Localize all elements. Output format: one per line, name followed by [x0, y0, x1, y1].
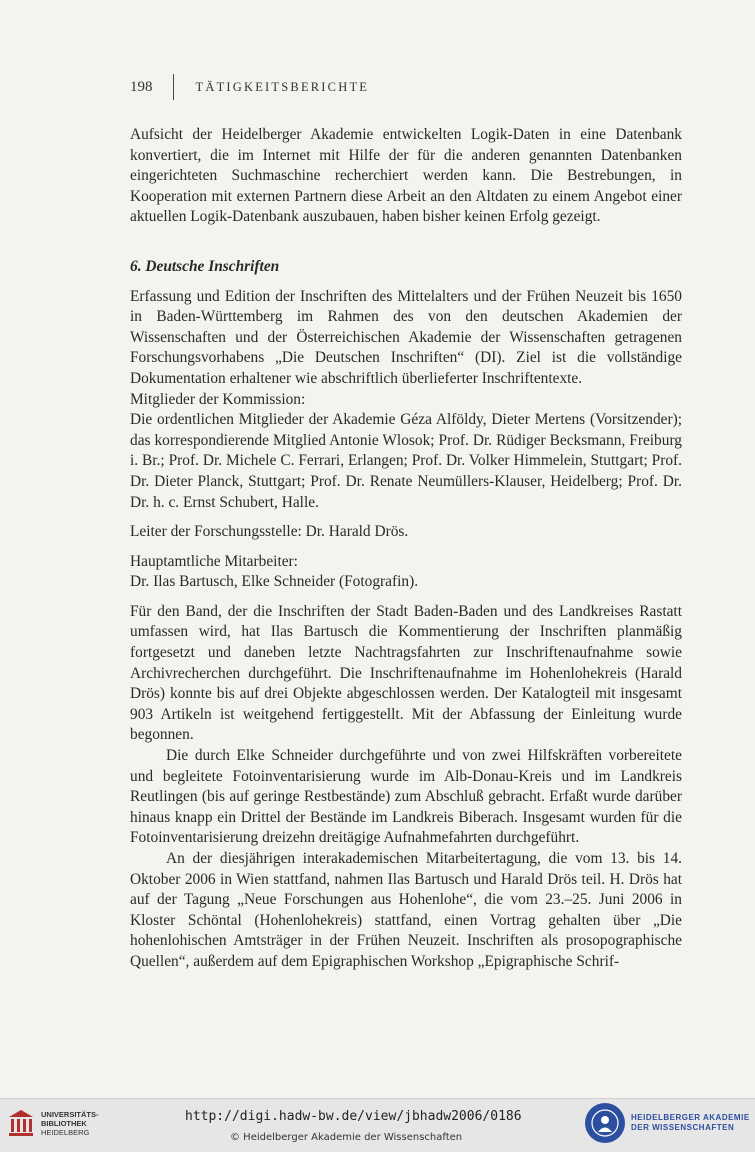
members-list: Die ordentlichen Mitglieder der Akademie Géza Alföldy, Dieter Mertens (Vorsitzender); das korrespondierende Mitglied Antonie Wlosok; Prof. Dr. Rüdiger Becksmann, Freiburg i. Br.; Prof. Dr. Michele C. Ferrari, Erlangen; Prof. Dr. Volker Himmelein, Stuttgart; Prof. Dr. Dieter Planck, Stuttgart; Prof. Dr. Renate Neumüllers-Klauser, Heidelberg; Prof. Dr. Dr. h. c. Ernst Schubert, Halle.	[130, 411, 682, 511]
viewer-footer	[0, 1098, 755, 1152]
university-library-logo[interactable]	[8, 1109, 99, 1137]
staff-label: Hauptamtliche Mitarbeiter:	[130, 552, 298, 570]
section-title: TÄTIGKEITSBERICHTE	[195, 79, 370, 94]
academy-logo-line-1: HEIDELBERGER AKADEMIE	[631, 1113, 750, 1122]
academy-logo-line-2: DER WISSENSCHAFTEN	[631, 1123, 735, 1132]
library-logo-line-3: HEIDELBERG	[41, 1127, 90, 1137]
library-logo-line-1: UNIVERSITÄTS-	[41, 1109, 99, 1119]
permalink-url[interactable]: http://digi.hadw-bw.de/view/jbhadw2006/0186	[185, 1109, 522, 1124]
academy-seal-icon	[585, 1103, 625, 1143]
paragraph-work-1: Für den Band, der die Inschriften der Stadt Baden-Baden und des Landkreises Rastatt umfassen wird, hat Ilas Bartusch die Kommentierung der Inschriften planmäßig fortgesetzt und daneben letzte Nachtragsfahrten zur Inschriftenaufnahme sowie Archivrecherchen durchgeführt. Die Inschriftenaufnahme im Hohenlohekreis (Harald Drös) konnte bis auf drei Objekte abgeschlossen werden. Der Katalogteil mit insgesamt 903 Artikeln ist weitgehend fertiggestellt. Mit der Abfassung der Einleitung wurde begonnen.	[130, 602, 682, 744]
library-building-icon	[8, 1109, 34, 1137]
paragraph-intro: Aufsicht der Heidelberger Akademie entwickelten Logik-Daten in eine Datenbank konvertiert, die im Internet mit Hilfe der für die anderen genannten Datenbanken eingerichteten Suchmaschine recherchiert werden kann. Die Bestrebungen, in Kooperation mit externen Partnern diese Arbeit an den Altdaten zu einem Angebot einer aktuellen Logik-Datenbank auszubauen, haben bisher keinen Erfolg gezeigt.	[130, 126, 682, 226]
header-divider	[173, 74, 174, 100]
paragraph-work-3: An der diesjährigen interakademischen Mitarbeitertagung, die vom 13. bis 14. Oktober 2006 in Wien stattfand, nahmen Ilas Bartusch und Harald Drös teil. H. Drös hat auf der Tagung „Neue Forschungen aus Hohenlohe“, die vom 23.–25. Juni 2006 in Kloster Schöntal (Hohenlohekreis) stattfand, einen Vortrag gehalten über „Die hohenlohischen Amtsträger in der Frühen Neuzeit. Inschriften als prosopographische Quellen“, außerdem auf dem Epigraphischen Workshop „Epigraphische Schrif-	[130, 850, 682, 970]
members-label: Mitglieder der Kommission:	[130, 390, 306, 408]
page-number: 198	[130, 78, 153, 95]
copyright-notice: © Heidelberger Akademie der Wissenschaften	[230, 1132, 463, 1143]
running-header	[130, 72, 369, 102]
body-text	[130, 125, 682, 973]
section-heading: 6. Deutsche Inschriften	[130, 257, 280, 275]
staff-list: Dr. Ilas Bartusch, Elke Schneider (Fotografin).	[130, 573, 419, 591]
library-logo-line-2: BIBLIOTHEK	[41, 1118, 87, 1128]
leader-line: Leiter der Forschungsstelle: Dr. Harald Drös.	[130, 523, 409, 541]
paragraph-work-2: Die durch Elke Schneider durchgeführte und von zwei Hilfskräften vorbereitete und begleitete Fotoinventarisierung wurde im Alb-Donau-Kreis und im Landkreis Reutlingen (bis auf geringe Restbestände) zum Abschluß gebracht. Erfaßt wurde darüber hinaus knapp ein Drittel der Bestände im Landkreis Biberach. Insgesamt wurden für die Fotoinventarisierung dreizehn dreitägige Aufnahmefahrten durchgeführt.	[130, 747, 682, 847]
paragraph-description: Erfassung und Edition der Inschriften des Mittelalters und der Frühen Neuzeit bis 1650 in Baden-Württemberg im Rahmen des von den deutschen Akademien der Wissenschaften und der Österreichischen Akademie der Wissenschaften getragenen Forschungsvorhabens „Die Deutschen Inschriften“ (DI). Ziel ist die vollständige Dokumentation erhaltener wie abschriftlich überlieferter Inschriftentexte.	[130, 287, 682, 387]
academy-logo[interactable]	[585, 1103, 750, 1143]
